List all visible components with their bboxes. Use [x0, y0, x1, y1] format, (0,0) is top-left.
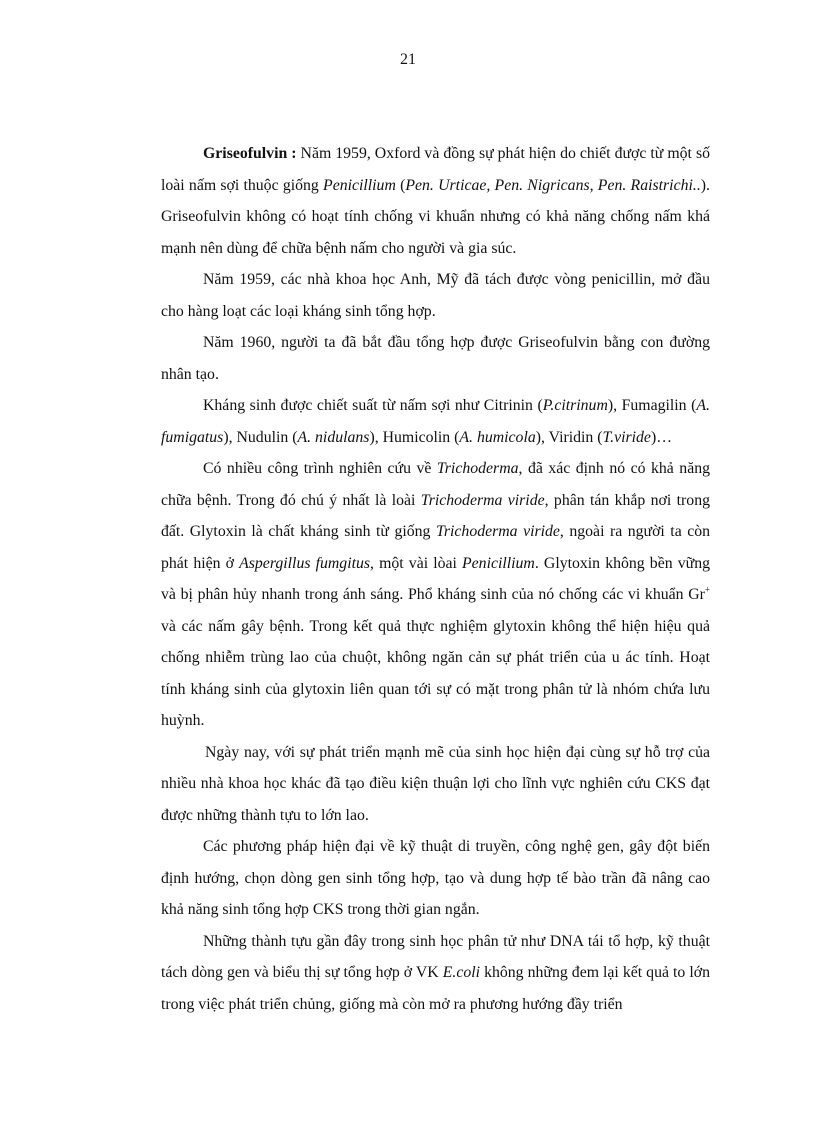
paragraph-1960: Năm 1960, người ta đã bắt đầu tổng hợp được Griseofulvin bằng con đường nhân tạo. [161, 334, 710, 383]
paragraph-methods: Các phương pháp hiện đại về kỹ thuật di truyền, công nghệ gen, gây đột biến định hướng, chọn dòng gen sinh tổng hợp, tạo và dung hợp tế bào trần đã nâng cao khả năng sinh tổng hợp CKS trong thời gian ngắn. [161, 838, 710, 918]
paragraph-achievements: Những thành tựu gần đây trong sinh học phân tử như DNA tái tổ hợp, kỹ thuật tách dòng gen và biểu thị sự tổng hợp ở VK E.coli không những đem lại kết quả to lớn trong việc phát triển chủng, giống mà còn mở ra phương hướng đầy triển [161, 932, 710, 1013]
paragraph-fungal-antibiotics: Kháng sinh được chiết suất từ nấm sợi như Citrinin (P.citrinum), Fumagilin (A. fumigatus), Nudulin (A. nidulans), Humicolin (A. humicola), Viridin (T.viride)… [161, 397, 710, 446]
paragraph-griseofulvin: Griseofulvin : Năm 1959, Oxford và đồng sự phát hiện do chiết được từ một số loài nấm sợi thuộc giống Penicillium (Pen. Urticae, Pen. Nigricans, Pen. Raistrichi..). Griseofulvin không có hoạt tính chống vi khuẩn nhưng có khả năng chống nấm khá mạnh nên dùng để chữa bệnh nấm cho người và gia súc. [161, 145, 710, 257]
paragraph-trichoderma: Có nhiều công trình nghiên cứu về Trichoderma, đã xác định nó có khả năng chữa bệnh. Trong đó chú ý nhất là loài Trichoderma viride, phân tán khắp nơi trong đất. Glytoxin là chất kháng sinh từ giống Trichoderma viride, ngoài ra người ta còn phát hiện ở Aspergillus fumgitus, một vài lòai Penicillium. Glytoxin không bền vững và bị phân hủy nhanh trong ánh sáng. Phổ kháng sinh của nó chống các vi khuẩn Gr+ và các nấm gây bệnh. Trong kết quả thực nghiệm glytoxin không thể hiện hiệu quả chống nhiễm trùng lao của chuột, không ngăn cản sự phát triển của u ác tính. Hoạt tính kháng sinh của glytoxin liên quan tới sự có mặt trong phân tử là nhóm chứa lưu huỳnh. [161, 460, 711, 729]
paragraph-nowadays: Ngày nay, với sự phát triển mạnh mẽ của sinh học hiện đại cùng sự hỗ trợ của nhiều nhà khoa học khác đã tạo điều kiện thuận lợi cho lĩnh vực nghiên cứu CKS đạt được những thành tựu to lớn lao. [161, 743, 710, 824]
superscript-plus: + [704, 584, 710, 595]
term-griseofulvin: Griseofulvin : [203, 145, 297, 162]
paragraph-1959: Năm 1959, các nhà khoa học Anh, Mỹ đã tách được vòng penicillin, mở đầu cho hàng loạt các loại kháng sinh tổng hợp. [161, 271, 710, 320]
body-text [161, 138, 710, 1020]
page-number: 21 [400, 51, 416, 68]
